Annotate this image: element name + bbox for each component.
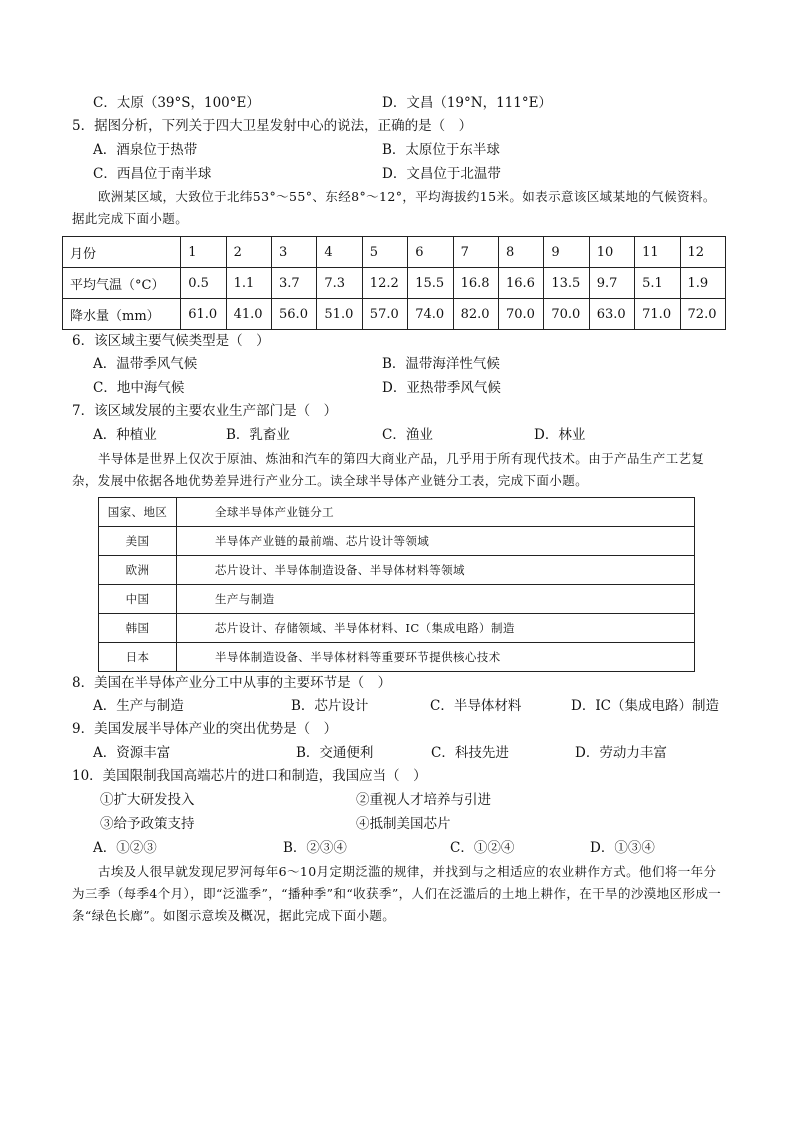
month-cell: 8: [498, 237, 543, 268]
q8-option-c[interactable]: C．半导体材料: [430, 698, 522, 714]
q8-stem: 8．美国在半导体产业分工中从事的主要环节是（ ）: [72, 675, 392, 691]
semi-row: [99, 556, 695, 585]
semi-region-cell: 日本: [99, 643, 177, 672]
q10-statement-4: ④抵制美国芯片: [356, 816, 451, 832]
temp-cell: 3.7: [272, 268, 317, 299]
semi-role-cell: 生产与制造: [177, 585, 695, 614]
q7-stem: 7．该区域发展的主要农业生产部门是（ ）: [72, 403, 338, 419]
precip-cell: 41.0: [226, 299, 271, 330]
semi-region-cell: 韩国: [99, 614, 177, 643]
semi-role-cell: 芯片设计、存储领域、半导体材料、IC（集成电路）制造: [177, 614, 695, 643]
temp-cell: 13.5: [544, 268, 589, 299]
semi-role-cell: 半导体产业链的最前端、芯片设计等领域: [177, 527, 695, 556]
q6-stem: 6．该区域主要气候类型是（ ）: [72, 333, 270, 349]
temp-cell: 12.2: [362, 268, 407, 299]
climate-month-label: 月份: [63, 237, 181, 268]
semi-header-row: [99, 498, 695, 527]
q10-option-b[interactable]: B．②③④: [283, 840, 347, 856]
q10-statement-3: ③给予政策支持: [100, 816, 195, 832]
precip-cell: 56.0: [272, 299, 317, 330]
q4-option-c[interactable]: C．太原（39°S，100°E）: [93, 95, 260, 111]
temp-cell: 9.7: [589, 268, 634, 299]
q6-option-b[interactable]: B．温带海洋性气候: [382, 356, 500, 372]
q10-stem: 10．美国限制我国高端芯片的进口和制造，我国应当（ ）: [72, 768, 427, 784]
semiconductor-table: [98, 497, 695, 672]
semi-header-region: 国家、地区: [99, 498, 177, 527]
temp-cell: 7.3: [317, 268, 362, 299]
q9-option-a[interactable]: A．资源丰富: [93, 745, 171, 761]
precip-cell: 57.0: [362, 299, 407, 330]
temp-cell: 16.6: [498, 268, 543, 299]
q10-statement-1: ①扩大研发投入: [100, 792, 195, 808]
precip-cell: 70.0: [544, 299, 589, 330]
q7-option-b[interactable]: B．乳畜业: [226, 427, 290, 443]
q7-option-c[interactable]: C．渔业: [382, 427, 433, 443]
q10-option-a[interactable]: A．①②③: [93, 840, 157, 856]
q9-option-c[interactable]: C．科技先进: [431, 745, 509, 761]
temp-cell: 1.1: [226, 268, 271, 299]
temp-cell: 0.5: [181, 268, 226, 299]
month-cell: 2: [226, 237, 271, 268]
climate-precip-label: 降水量（mm）: [63, 299, 181, 330]
q5-option-d[interactable]: D．文昌位于北温带: [382, 166, 501, 182]
intro-egypt: 古埃及人很早就发现尼罗河每年6～10月定期泛滥的规律，并找到与之相适应的农业耕作方式。他们将一年分为三季（每季4个月），即“泛滥季”，“播种季”和“收获季”，人们在泛滥后的土地上耕作，在干旱的沙漠地区形成一条“绿色长廊”。如图示意埃及概况，据此完成下面小题。: [72, 864, 722, 923]
month-cell: 6: [408, 237, 453, 268]
climate-row-temp: [63, 268, 726, 299]
precip-cell: 63.0: [589, 299, 634, 330]
q10-statement-2: ②重视人才培养与引进: [356, 792, 491, 808]
semi-row: [99, 585, 695, 614]
semi-row: [99, 527, 695, 556]
climate-row-precip: [63, 299, 726, 330]
semi-role-cell: 芯片设计、半导体制造设备、半导体材料等领域: [177, 556, 695, 585]
intro-semiconductor: 半导体是世界上仅次于原油、炼油和汽车的第四大商业产品，几乎用于所有现代技术。由于产品生产工艺复杂，发展中依据各地优势差异进行产业分工。读全球半导体产业链分工表，完成下面小题。: [72, 451, 705, 488]
q7-option-d[interactable]: D．林业: [534, 427, 586, 443]
month-cell: 5: [362, 237, 407, 268]
q8-option-d[interactable]: D．IC（集成电路）制造: [571, 698, 719, 714]
temp-cell: 16.8: [453, 268, 498, 299]
semi-region-cell: 美国: [99, 527, 177, 556]
q9-option-d[interactable]: D．劳动力丰富: [575, 745, 667, 761]
semi-region-cell: 中国: [99, 585, 177, 614]
precip-cell: 72.0: [680, 299, 725, 330]
semi-region-cell: 欧洲: [99, 556, 177, 585]
q6-option-d[interactable]: D．亚热带季风气候: [382, 380, 501, 396]
semi-header-role: 全球半导体产业链分工: [177, 498, 695, 527]
temp-cell: 15.5: [408, 268, 453, 299]
climate-table: [62, 236, 726, 330]
q9-option-b[interactable]: B．交通便利: [296, 745, 374, 761]
q6-option-c[interactable]: C．地中海气候: [93, 380, 185, 396]
month-cell: 10: [589, 237, 634, 268]
precip-cell: 71.0: [635, 299, 680, 330]
semi-row: [99, 614, 695, 643]
semi-role-cell: 半导体制造设备、半导体材料等重要环节提供核心技术: [177, 643, 695, 672]
q6-option-a[interactable]: A．温带季风气候: [93, 356, 198, 372]
temp-cell: 1.9: [680, 268, 725, 299]
month-cell: 4: [317, 237, 362, 268]
precip-cell: 51.0: [317, 299, 362, 330]
semi-row: [99, 643, 695, 672]
precip-cell: 70.0: [498, 299, 543, 330]
q8-option-a[interactable]: A．生产与制造: [93, 698, 184, 714]
temp-cell: 5.1: [635, 268, 680, 299]
q5-option-c[interactable]: C．西昌位于南半球: [93, 166, 212, 182]
q10-option-c[interactable]: C．①②④: [450, 840, 515, 856]
climate-row-month: [63, 237, 726, 268]
q7-option-a[interactable]: A．种植业: [93, 427, 157, 443]
month-cell: 7: [453, 237, 498, 268]
q5-option-a[interactable]: A．酒泉位于热带: [93, 142, 198, 158]
q5-option-b[interactable]: B．太原位于东半球: [382, 142, 500, 158]
q5-stem: 5．据图分析，下列关于四大卫星发射中心的说法，正确的是（ ）: [72, 118, 473, 134]
precip-cell: 74.0: [408, 299, 453, 330]
q8-option-b[interactable]: B．芯片设计: [291, 698, 369, 714]
month-cell: 3: [272, 237, 317, 268]
month-cell: 11: [635, 237, 680, 268]
q10-option-d[interactable]: D．①③④: [590, 840, 655, 856]
month-cell: 1: [181, 237, 226, 268]
intro-europe: 欧洲某区域，大致位于北纬53°～55°、东经8°～12°，平均海拔约15米。如表示意该区域某地的气候资料。据此完成下面小题。: [72, 189, 716, 226]
month-cell: 9: [544, 237, 589, 268]
q4-option-d[interactable]: D．文昌（19°N，111°E）: [382, 95, 552, 111]
q9-stem: 9．美国发展半导体产业的突出优势是（ ）: [72, 721, 338, 737]
precip-cell: 61.0: [181, 299, 226, 330]
precip-cell: 82.0: [453, 299, 498, 330]
climate-temp-label: 平均气温（°C）: [63, 268, 181, 299]
month-cell: 12: [680, 237, 725, 268]
